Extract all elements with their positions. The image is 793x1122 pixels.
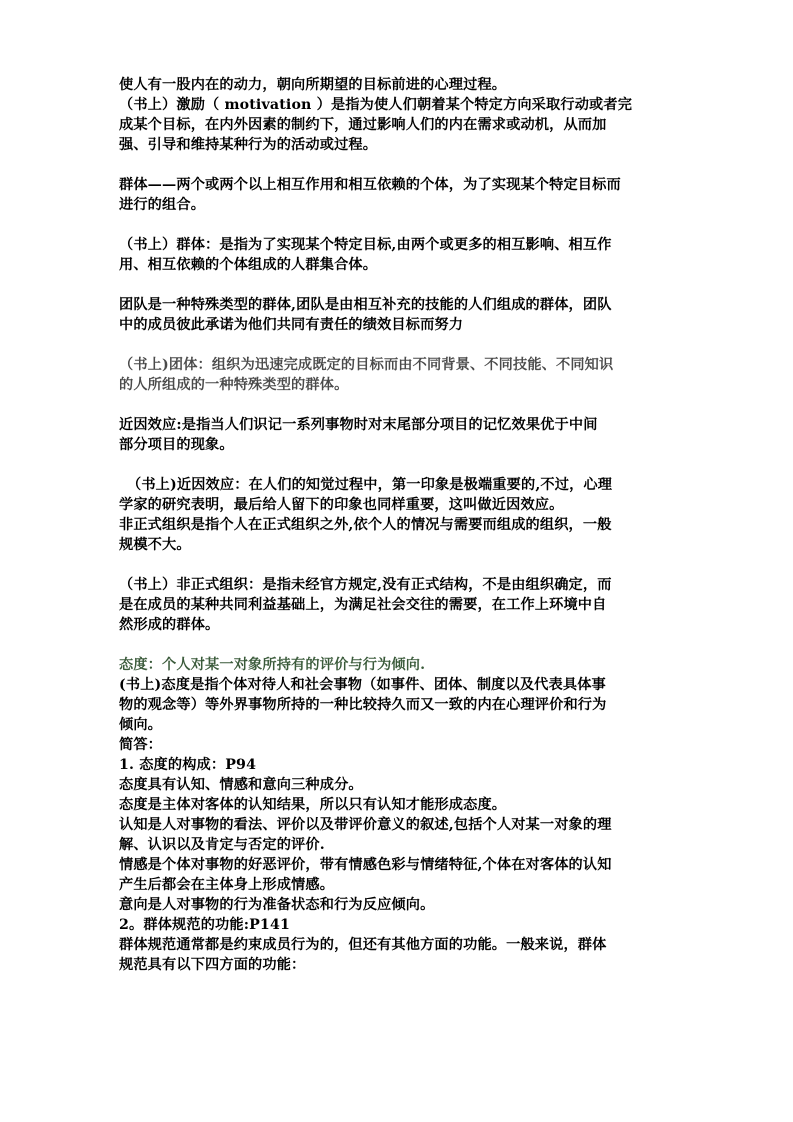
text-line: 是在成员的某种共同利益基础上，为满足社会交往的需要，在工作上环境中自 (119, 597, 607, 613)
text-line: 1. 态度的构成：P94 (119, 757, 257, 773)
paragraph-gap (119, 635, 679, 655)
text-line: 物的观念等）等外界事物所持的一种比较持久而又一致的内在心理评价和行为 (119, 697, 607, 713)
text-line: 非正式组织是指个人在正式组织之外,依个人的情况与需要而组成的组织，一般 (119, 517, 612, 533)
text-line: 产生后都会在主体身上形成情感。 (119, 877, 335, 893)
paragraph-gap (119, 455, 679, 475)
text-line: 简答： (119, 737, 163, 753)
paragraph-gap (119, 155, 679, 175)
text-line: 倾向。 (119, 717, 163, 733)
text-line: 进行的组合。 (119, 197, 206, 213)
text-line: 2。群体规范的功能:P141 (119, 917, 290, 933)
text-line: 态度是主体对客体的认知结果，所以只有认知才能形成态度。 (119, 797, 507, 813)
paragraph-gap (119, 395, 679, 415)
text-line: （书上）群体：是指为了实现某个特定目标,由两个或更多的相互影响、相互作 (119, 237, 612, 253)
text-line: 成某个目标，在内外因素的制约下，通过影响人们的内在需求或动机，从而加 (119, 117, 607, 133)
text-line: 解、认识以及肯定与否定的评价. (119, 837, 325, 853)
document-page (119, 75, 679, 975)
text-line: (书上)态度是指个体对待人和社会事物（如事件、团体、制度以及代表具体事 (119, 677, 606, 693)
text-line: （书上)近因效应：在人们的知觉过程中，第一印象是极端重要的,不过，心理 (127, 477, 613, 493)
text-line: 规模不大。 (119, 537, 191, 553)
text-line: （书上)团体：组织为迅速完成既定的目标而由不同背景、不同技能、不同知识 (119, 357, 614, 373)
text-line: （书上）激励（ motivation ）是指为使人们朝着某个特定方向采取行动或者完 (119, 97, 633, 113)
text-line: 团队是一种特殊类型的群体,团队是由相互补充的技能的人们组成的群体，团队 (119, 297, 612, 313)
text-line: 用、相互依赖的个体组成的人群集合体。 (119, 257, 378, 273)
text-line: 情感是个体对事物的好恶评价，带有情感色彩与情绪特征,个体在对客体的认知 (119, 857, 612, 873)
paragraph-gap (119, 275, 679, 295)
text-line: 中的成员彼此承诺为他们共同有责任的绩效目标而努力 (119, 317, 464, 333)
text-line: 强、引导和维持某种行为的活动或过程。 (119, 137, 378, 153)
text-line: 意向是人对事物的行为准备状态和行为反应倾向。 (119, 897, 435, 913)
text-line: 态度：个人对某一对象所持有的评价与行为倾向. (119, 657, 426, 673)
text-line: 认知是人对事物的看法、评价以及带评价意义的叙述,包括个人对某一对象的理 (119, 817, 612, 833)
text-line: 规范具有以下四方面的功能： (119, 957, 306, 973)
text-line: 态度具有认知、情感和意向三种成分。 (119, 777, 363, 793)
text-line: 使人有一股内在的动力，朝向所期望的目标前进的心理过程。 (119, 77, 507, 93)
paragraph-gap (119, 215, 679, 235)
text-line: 学家的研究表明，最后给人留下的印象也同样重要，这叫做近因效应。 (119, 497, 564, 513)
text-line: 近因效应:是指当人们识记一系列事物时对末尾部分项目的记忆效果优于中间 (119, 417, 598, 433)
text-line: （书上）非正式组织：是指未经官方规定,没有正式结构，不是由组织确定，而 (119, 577, 612, 593)
text-line: 部分项目的现象。 (119, 437, 234, 453)
text-line: 群体规范通常都是约束成员行为的，但还有其他方面的功能。一般来说，群体 (119, 937, 607, 953)
paragraph-gap (119, 335, 679, 355)
text-line: 群体——两个或两个以上相互作用和相互依赖的个体，为了实现某个特定目标而 (119, 177, 621, 193)
text-line: 的人所组成的一种特殊类型的群体。 (119, 377, 349, 393)
text-line: 然形成的群体。 (119, 617, 220, 633)
paragraph-gap (119, 555, 679, 575)
